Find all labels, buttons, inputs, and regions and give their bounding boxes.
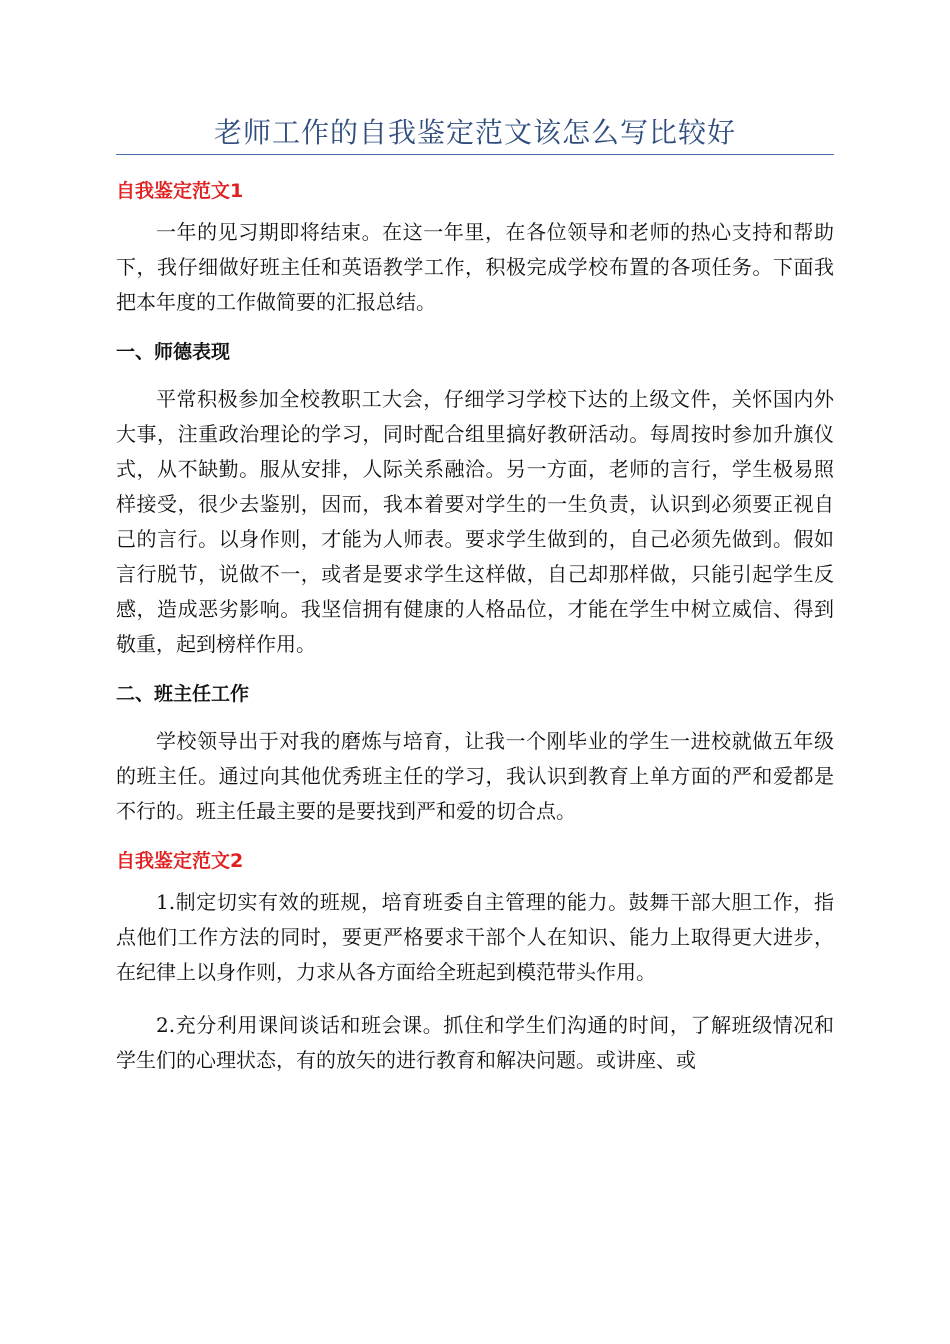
section-heading-sample-2: 自我鉴定范文2 (116, 850, 244, 872)
section-heading-sample-1: 自我鉴定范文1 (116, 180, 244, 202)
intro-paragraph: 一年的见习期即将结束。在这一年里，在各位领导和老师的热心支持和帮助下，我仔细做好班主任和英语教学工作，积极完成学校布置的各项任务。下面我把本年度的工作做简要的汇报总结。 (116, 220, 834, 314)
document-title: 老师工作的自我鉴定范文该怎么写比较好 (213, 116, 736, 149)
list-item-1: 1.制定切实有效的班规，培育班委自主管理的能力。鼓舞干部大胆工作，指点他们工作方法的同时，要更严格要求干部个人在知识、能力上取得更大进步，在纪律上以身作则，力求从各方面给全班起到模范带头作用。 (116, 890, 834, 984)
document-page (116, 112, 834, 1096)
subheading-teacher-ethics: 一、师德表现 (116, 341, 231, 363)
teacher-ethics-paragraph: 平常积极参加全校教职工大会，仔细学习学校下达的上级文件，关怀国内外大事，注重政治理论的学习，同时配合组里搞好教研活动。每周按时参加升旗仪式，从不缺勤。服从安排，人际关系融洽。另一方面，老师的言行，学生极易照样接受，很少去鉴别，因而，我本着要对学生的一生负责，认识到必须要正视自己的言行。以身作则，才能为人师表。要求学生做到的，自己必须先做到。假如言行脱节，说做不一，或者是要求学生这样做，自己却那样做，只能引起学生反感，造成恶劣影响。我坚信拥有健康的人格品位，才能在学生中树立威信、得到敬重，起到榜样作用。 (116, 387, 834, 656)
list-item-2: 2.充分利用课间谈话和班会课。抓住和学生们沟通的时间，了解班级情况和学生们的心理状态，有的放矢的进行教育和解决问题。或讲座、或 (116, 1013, 834, 1072)
title-underline (116, 154, 834, 155)
subheading-class-teacher-work: 二、班主任工作 (116, 683, 250, 705)
class-teacher-paragraph: 学校领导出于对我的磨炼与培育，让我一个刚毕业的学生一进校就做五年级的班主任。通过向其他优秀班主任的学习，我认识到教育上单方面的严和爱都是不行的。班主任最主要的是要找到严和爱的切合点。 (116, 729, 834, 823)
